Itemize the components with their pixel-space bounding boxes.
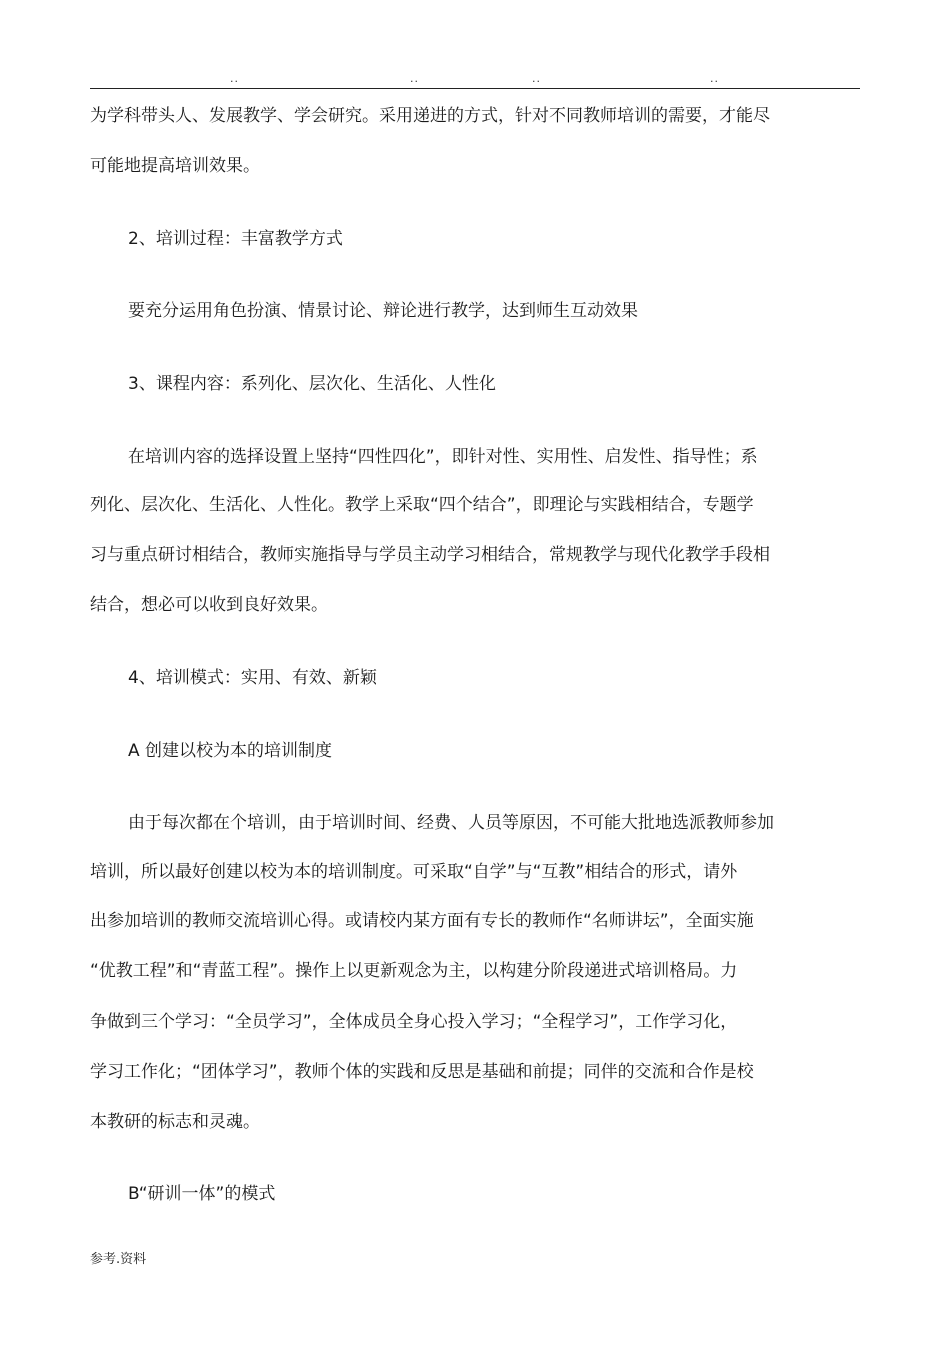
body-line: 列化、层次化、生活化、人性化。教学上采取“四个结合”，即理论与实践相结合，专题学 bbox=[90, 495, 754, 515]
body-line: 结合，想必可以收到良好效果。 bbox=[90, 595, 328, 615]
body-line: 习与重点研讨相结合，教师实施指导与学员主动学习相结合，常规教学与现代化教学手段相 bbox=[90, 545, 770, 565]
body-line: “优教工程”和“青蓝工程”。操作上以更新观念为主，以构建分阶段递进式培训格局。力 bbox=[90, 961, 738, 981]
section-heading-2: 2、培训过程：丰富教学方式 bbox=[128, 229, 343, 249]
header-rule bbox=[90, 88, 860, 89]
body-line: 可能地提高培训效果。 bbox=[90, 156, 260, 176]
page-footer: 参考.资料 bbox=[90, 1252, 147, 1267]
header-dots-1: .. bbox=[230, 72, 239, 85]
body-line: 培训，所以最好创建以校为本的培训制度。可采取“自学”与“互教”相结合的形式，请外 bbox=[90, 862, 738, 882]
header-dots-3: .. bbox=[532, 72, 541, 85]
body-line: 为学科带头人、发展教学、学会研究。采用递进的方式，针对不同教师培训的需要，才能尽 bbox=[90, 106, 770, 126]
body-line: 由于每次都在个培训，由于培训时间、经费、人员等原因，不可能大批地选派教师参加 bbox=[128, 813, 774, 833]
header-dots-4: .. bbox=[710, 72, 719, 85]
body-line: 出参加培训的教师交流培训心得。或请校内某方面有专长的教师作“名师讲坛”，全面实施 bbox=[90, 911, 754, 931]
subsection-heading-a: A 创建以校为本的培训制度 bbox=[128, 741, 333, 761]
body-line: 学习工作化；“团体学习”，教师个体的实践和反思是基础和前提；同伴的交流和合作是校 bbox=[90, 1062, 754, 1082]
section-heading-4: 4、培训模式：实用、有效、新颖 bbox=[128, 668, 377, 688]
subsection-heading-b: B“研训一体”的模式 bbox=[128, 1184, 276, 1204]
header-dots-2: .. bbox=[410, 72, 419, 85]
body-line: 要充分运用角色扮演、情景讨论、辩论进行教学，达到师生互动效果 bbox=[128, 301, 638, 321]
body-line: 本教研的标志和灵魂。 bbox=[90, 1112, 260, 1132]
body-line: 争做到三个学习：“全员学习”，全体成员全身心投入学习；“全程学习”，工作学习化， bbox=[90, 1012, 738, 1032]
section-heading-3: 3、课程内容：系列化、层次化、生活化、人性化 bbox=[128, 374, 496, 394]
body-line: 在培训内容的选择设置上坚持“四性四化”，即针对性、实用性、启发性、指导性；系 bbox=[128, 447, 758, 467]
